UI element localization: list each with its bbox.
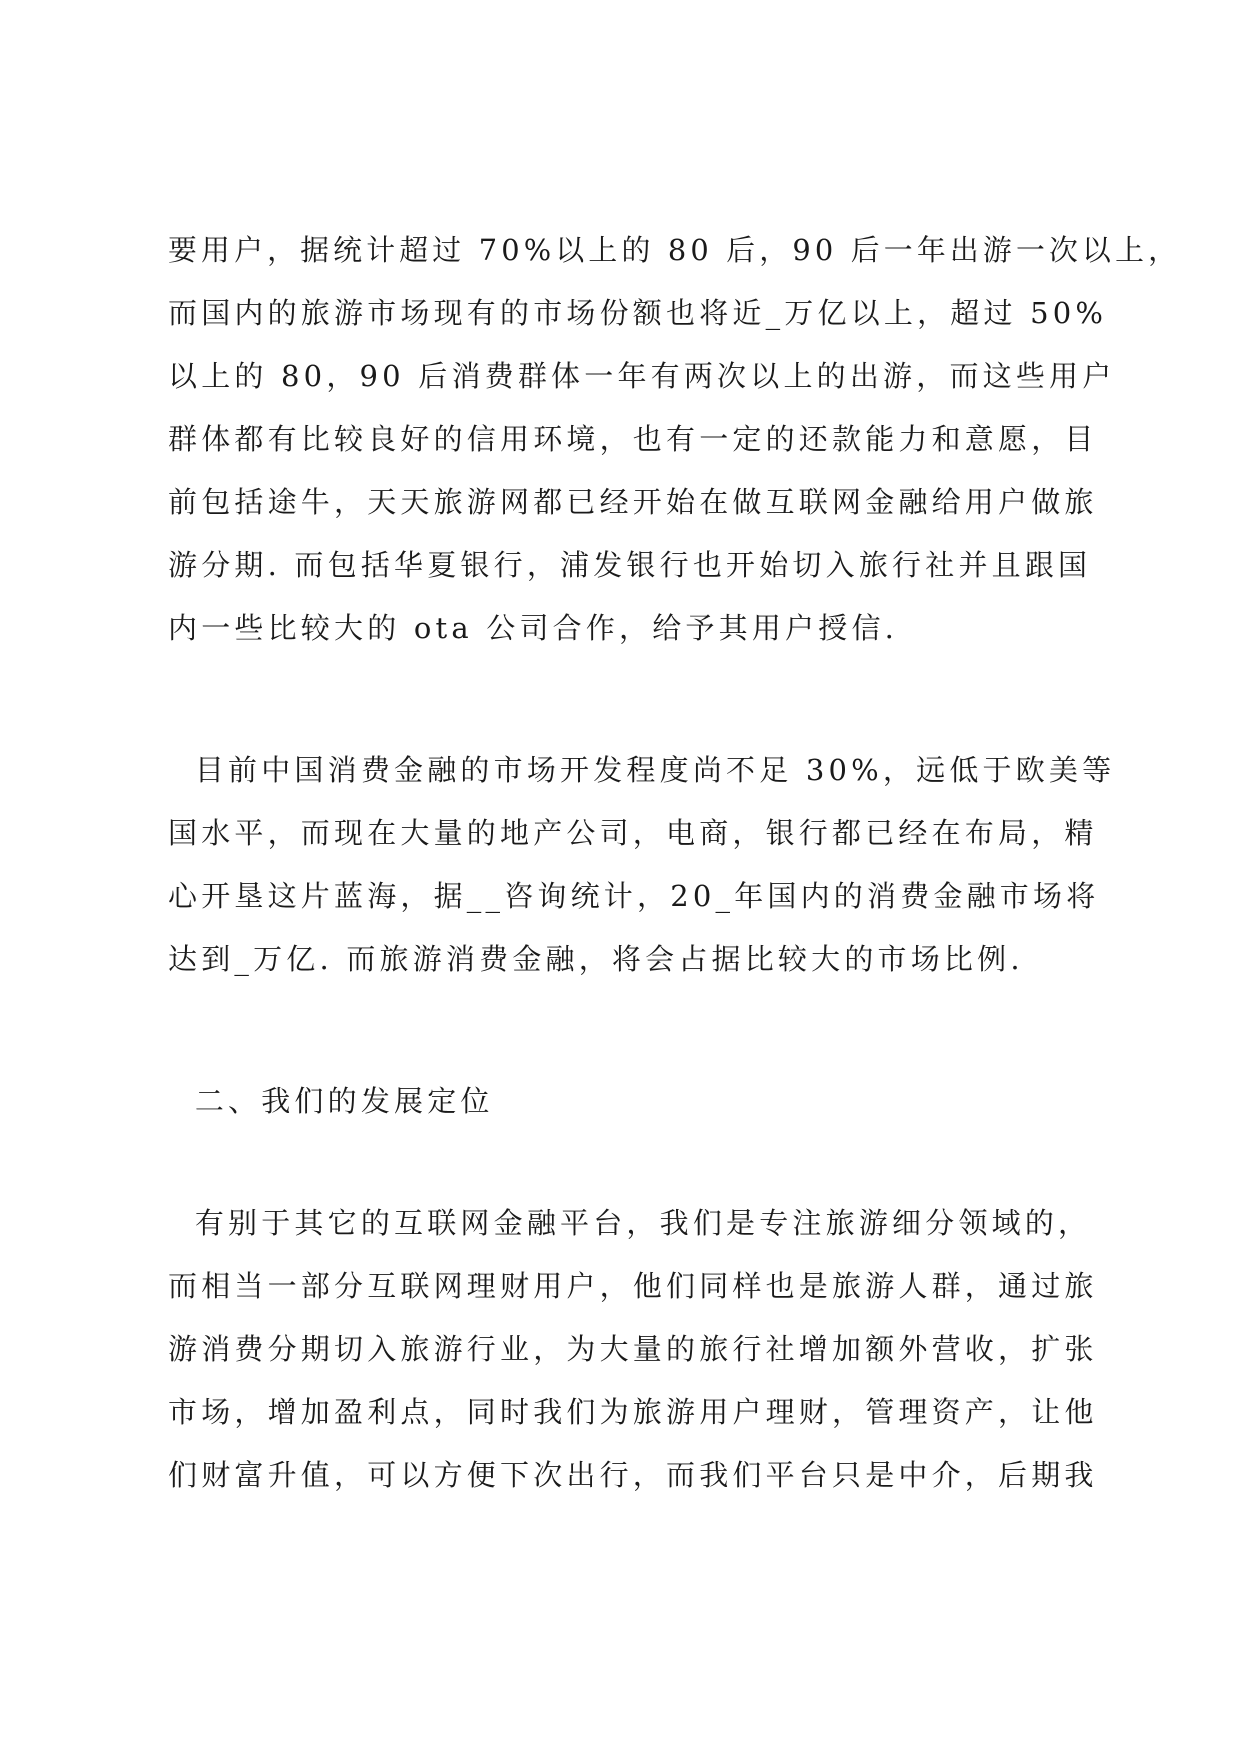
paragraph-1-line-4: 群体都有比较良好的信用环境，也有一定的还款能力和意愿，目: [168, 422, 1098, 456]
paragraph-1-line-1: 要用户，据统计超过 70%以上的 80 后，90 后一年出游一次以上，: [168, 233, 1182, 267]
paragraph-2-line-4: 达到_万亿. 而旅游消费金融，将会占据比较大的市场比例.: [168, 942, 1024, 976]
paragraph-1-line-7: 内一些比较大的 ota 公司合作，给予其用户授信.: [168, 611, 899, 645]
paragraph-2-line-3: 心开垦这片蓝海，据__咨询统计，20_年国内的消费金融市场将: [168, 879, 1100, 913]
paragraph-3-line-4: 市场，增加盈利点，同时我们为旅游用户理财，管理资产，让他: [168, 1395, 1098, 1429]
paragraph-2-line-1: 目前中国消费金融的市场开发程度尚不足 30%，远低于欧美等: [168, 753, 1116, 787]
paragraph-3-line-5: 们财富升值，可以方便下次出行，而我们平台只是中介，后期我: [168, 1458, 1098, 1492]
paragraph-1-line-3: 以上的 80，90 后消费群体一年有两次以上的出游，而这些用户: [168, 359, 1116, 393]
paragraph-1-line-5: 前包括途牛，天天旅游网都已经开始在做互联网金融给用户做旅: [168, 485, 1098, 519]
paragraph-3-line-3: 游消费分期切入旅游行业，为大量的旅行社增加额外营收，扩张: [168, 1332, 1098, 1366]
paragraph-1-line-2: 而国内的旅游市场现有的市场份额也将近_万亿以上，超过 50%: [168, 296, 1108, 330]
paragraph-3-line-1: 有别于其它的互联网金融平台，我们是专注旅游细分领域的，: [168, 1206, 1092, 1240]
section-heading: 二、我们的发展定位: [168, 1084, 494, 1118]
paragraph-2-line-2: 国水平，而现在大量的地产公司，电商，银行都已经在布局，精: [168, 816, 1098, 850]
paragraph-3-line-2: 而相当一部分互联网理财用户，他们同样也是旅游人群，通过旅: [168, 1269, 1098, 1303]
paragraph-1-line-6: 游分期. 而包括华夏银行，浦发银行也开始切入旅行社并且跟国: [168, 548, 1092, 582]
